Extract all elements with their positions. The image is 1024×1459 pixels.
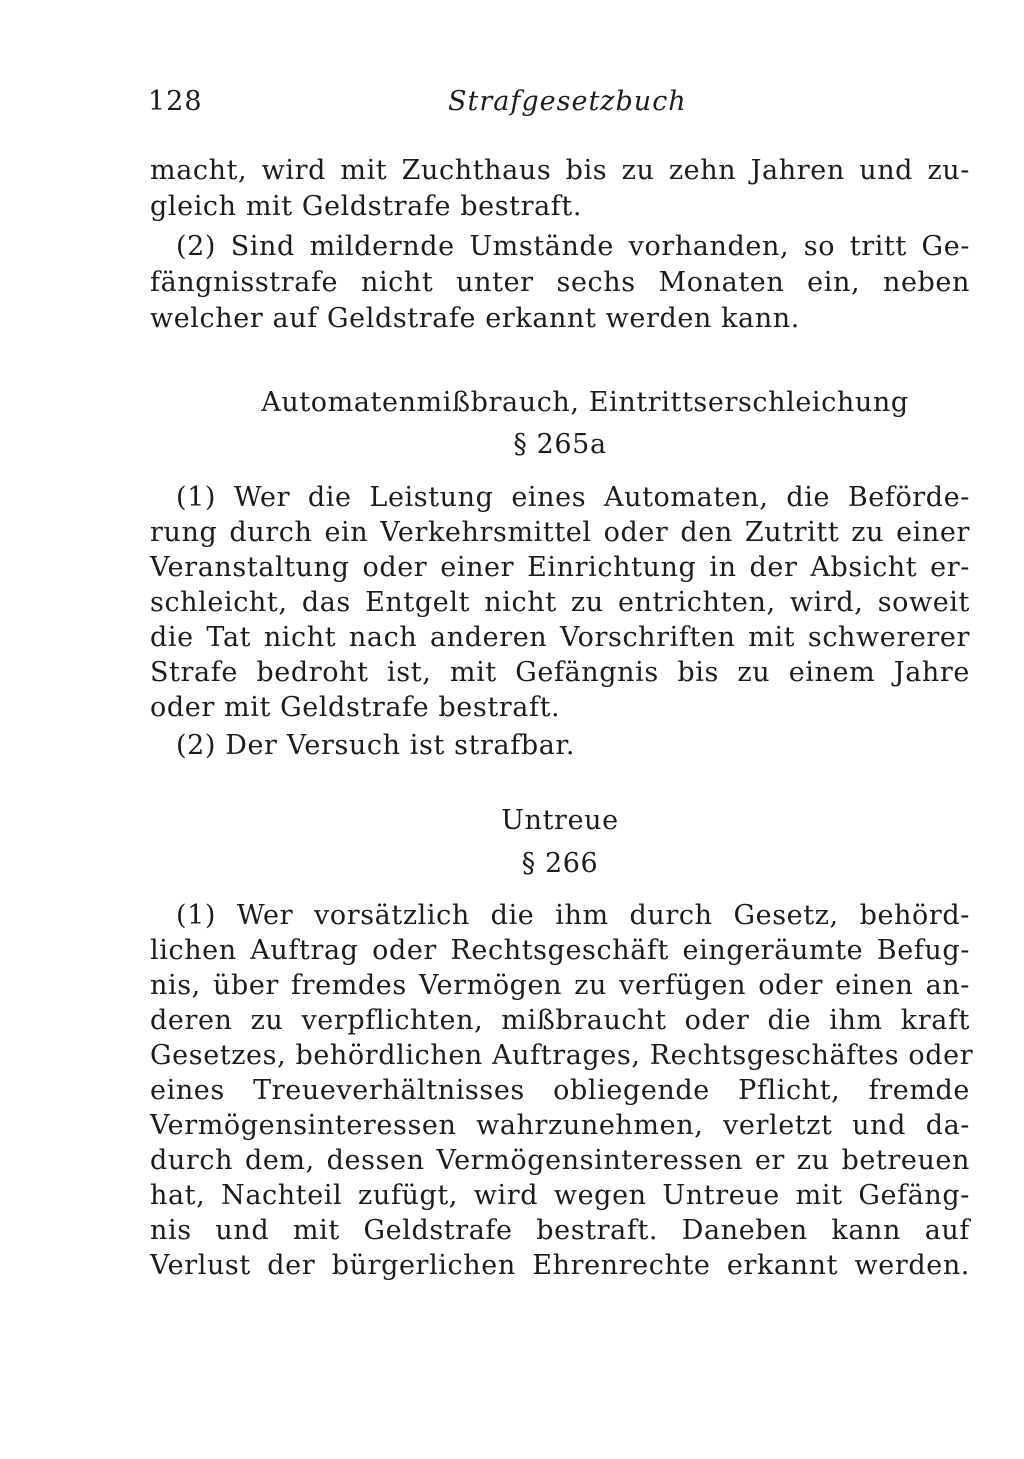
page-number: 128 (148, 86, 203, 117)
text-line: Vermögensinteressen wahrzunehmen, verletzt und da- (150, 1110, 970, 1141)
section-number-266: § 266 (521, 848, 599, 879)
text-line: welcher auf Geldstrafe erkannt werden kann. (150, 303, 800, 334)
text-line: nis und mit Geldstrafe bestraft. Daneben kann auf (150, 1215, 970, 1246)
text-line: eines Treueverhältnisses obliegende Pflicht, fremde (150, 1075, 970, 1106)
book-title: Strafgesetzbuch (448, 86, 687, 117)
paragraph-first-line: (1) Wer vorsätzlich die ihm durch Gesetz, behörd- (176, 900, 970, 931)
paragraph-first-line: (1) Wer die Leistung eines Automaten, die Beförde- (176, 482, 970, 513)
text-line: Veranstaltung oder einer Einrichtung in der Absicht er- (150, 552, 970, 583)
text-line: nis, über fremdes Vermögen zu verfügen oder einen an- (150, 970, 970, 1001)
running-head (148, 86, 968, 126)
section-heading-266: Untreue (501, 805, 619, 836)
text-line: Gesetzes, behördlichen Auftrages, Rechtsgeschäftes oder (150, 1040, 974, 1071)
text-line: die Tat nicht nach anderen Vorschriften mit schwererer (150, 622, 970, 653)
text-line: schleicht, das Entgelt nicht zu entrichten, wird, soweit (150, 587, 970, 618)
section-number-265a: § 265a (513, 429, 607, 460)
text-line: oder mit Geldstrafe bestraft. (150, 692, 561, 723)
paragraph-first-line: (2) Sind mildernde Umstände vorhanden, so tritt Ge- (176, 231, 970, 262)
paragraph-first-line: (2) Der Versuch ist strafbar. (176, 730, 576, 761)
text-line: fängnisstrafe nicht unter sechs Monaten ein, neben (150, 267, 970, 298)
text-line: Verlust der bürgerlichen Ehrenrechte erkannt werden. (150, 1250, 970, 1281)
text-line: gleich mit Geldstrafe bestraft. (150, 191, 583, 222)
text-line: Strafe bedroht ist, mit Gefängnis bis zu einem Jahre (150, 657, 970, 688)
text-line: macht, wird mit Zuchthaus bis zu zehn Jahren und zu- (150, 155, 970, 186)
section-heading-265a: Automatenmißbrauch, Eintrittserschleichung (261, 387, 909, 418)
text-line: hat, Nachteil zufügt, wird wegen Untreue mit Gefäng- (150, 1180, 970, 1211)
text-line: lichen Auftrag oder Rechtsgeschäft eingeräumte Befug- (150, 935, 970, 966)
text-line: deren zu verpflichten, mißbraucht oder die ihm kraft (150, 1005, 970, 1036)
text-line: rung durch ein Verkehrsmittel oder den Zutritt zu einer (150, 517, 970, 548)
text-line: durch dem, dessen Vermögensinteressen er zu betreuen (150, 1145, 970, 1176)
